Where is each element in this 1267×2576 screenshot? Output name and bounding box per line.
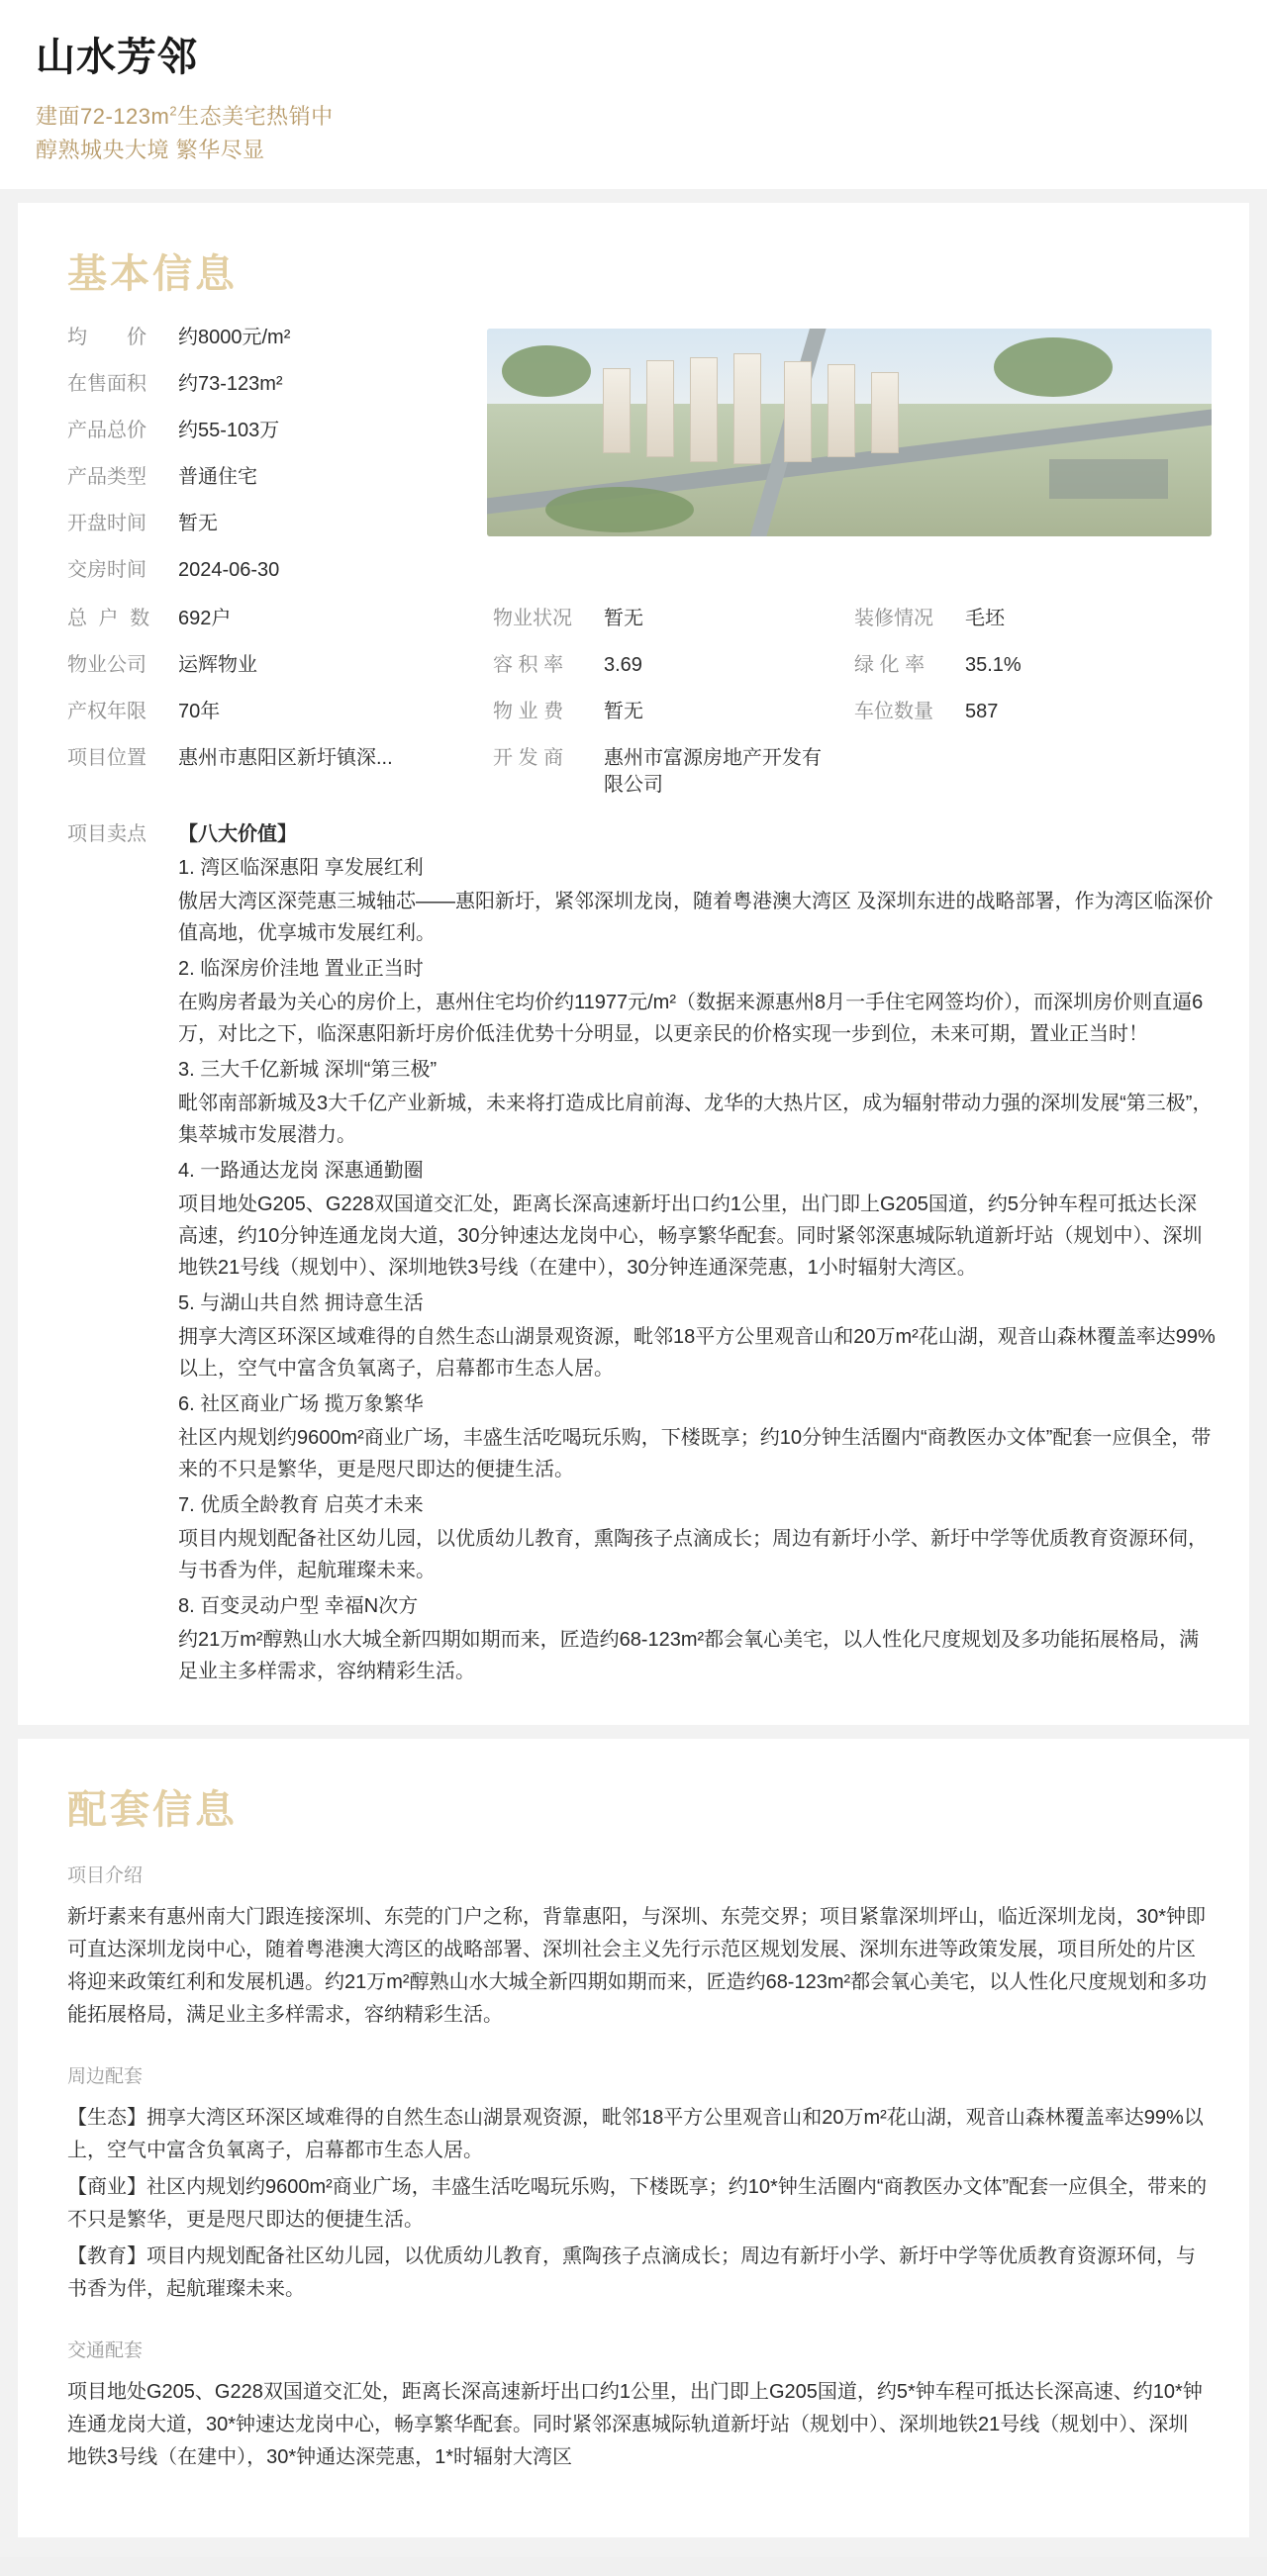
selling-point-head: 1. 湾区临深惠阳 享发展红利 xyxy=(178,857,424,880)
spec-row xyxy=(67,699,493,725)
selling-point-body: 在购房者最为关心的房价上，惠州住宅均价约11977元/m²（数据来源惠州8月一手住宅网签均价），而深圳房价则直逼6万，对比之下，临深惠阳新圩房价低洼优势十分明显，以更亲民的价格实现一步到位，未来可期，置业正当时！ xyxy=(178,992,1204,1046)
spec-label: 产品总价 xyxy=(67,420,146,442)
spec-row xyxy=(854,699,1202,725)
spec-value: 692户 xyxy=(178,608,232,630)
subtitle-area-text: 建面72-123m xyxy=(36,104,170,129)
selling-point-body: 项目内规划配备社区幼儿园，以优质幼儿教育，熏陶孩子点滴成长；周边有新圩小学、新圩中学等优质教育资源环伺，与书香为伴，起航璀璨未来。 xyxy=(178,1528,1208,1582)
spec-row xyxy=(67,652,493,679)
header-subtitle-line2: 醇熟城央大境 繁华尽显 xyxy=(36,138,265,163)
selling-point-body: 毗邻南部新城及3大千亿产业新城，未来将打造成比肩前海、龙华的大热片区，成为辐射带动力强的深圳发展“第三极”，集萃城市发展潜力。 xyxy=(178,1093,1213,1147)
basic-info-top xyxy=(51,325,1216,604)
spec-row xyxy=(67,557,477,584)
spec-label: 均 价 xyxy=(67,327,146,349)
selling-point-head: 7. 优质全龄教育 启英才未来 xyxy=(178,1494,424,1517)
spec-label: 物业状况 xyxy=(493,608,572,630)
render-greenery xyxy=(994,337,1113,397)
spec-column-2 xyxy=(493,606,854,818)
spec-label: 物业公司 xyxy=(67,654,146,677)
facility-label-surrounding: 周边配套 xyxy=(67,2066,144,2088)
spec-value: 35.1% xyxy=(965,654,1022,677)
spec-label: 产品类型 xyxy=(67,466,146,489)
facility-paragraph: 【教育】项目内规划配备社区幼儿园，以优质幼儿教育，熏陶孩子点滴成长；周边有新圩小学、新圩中学等优质教育资源环伺，与书香为伴，起航璀璨未来。 xyxy=(67,2245,1196,2301)
spec-label: 容 积 率 xyxy=(493,654,564,677)
render-tower xyxy=(871,372,899,453)
page-title: 山水芳邻 xyxy=(36,36,198,79)
facility-transport-text xyxy=(67,2376,1216,2474)
spec-row xyxy=(854,606,1202,632)
facility-info-card xyxy=(18,1739,1249,2537)
subtitle-area-suffix: 生态美宅热销中 xyxy=(177,104,334,129)
selling-points-body xyxy=(178,818,1216,1691)
facility-label-transport: 交通配套 xyxy=(67,2340,144,2362)
spec-label: 产权年限 xyxy=(67,701,146,723)
selling-point-head: 8. 百变灵动户型 幸福N次方 xyxy=(178,1595,419,1618)
spec-label: 物 业 费 xyxy=(493,701,564,723)
selling-point-body: 拥享大湾区环深区域难得的自然生态山湖景观资源，毗邻18平方公里观音山和20万m²花山湖，观音山森林覆盖率达99%以上，空气中富含负氧离子，启幕都市生态人居。 xyxy=(178,1326,1216,1381)
selling-point-body: 社区内规划约9600m²商业广场，丰盛生活吃喝玩乐购，下楼既享；约10分钟生活圈内“商教医办文体”配套一应俱全，带来的不只是繁华，更是咫尺即达的便捷生活。 xyxy=(178,1427,1212,1481)
spec-row xyxy=(493,652,840,679)
render-parking xyxy=(1049,459,1168,499)
spec-row xyxy=(67,325,477,351)
facility-paragraph: 【生态】拥享大湾区环深区域难得的自然生态山湖景观资源，毗邻18平方公里观音山和20万m²花山湖，观音山森林覆盖率达99%以上，空气中富含负氧离子，启幕都市生态人居。 xyxy=(67,2107,1204,2162)
spec-value: 3.69 xyxy=(604,654,642,677)
selling-point-head: 6. 社区商业广场 揽万象繁华 xyxy=(178,1393,424,1416)
spec-value: 运辉物业 xyxy=(178,654,257,677)
spec-label: 项目位置 xyxy=(67,747,146,770)
selling-point-head: 4. 一路通达龙岗 深惠通勤圈 xyxy=(178,1160,424,1183)
spec-row xyxy=(493,606,840,632)
spec-column-1 xyxy=(67,606,493,818)
spec-label: 交房时间 xyxy=(67,559,146,582)
basic-spec-left xyxy=(51,325,477,604)
render-tower xyxy=(690,357,718,462)
facility-surrounding-text xyxy=(67,2102,1216,2306)
selling-point-body: 约21万m²醇熟山水大城全新四期如期而来，匠造约68-123m²都会氧心美宅，以人性化尺度规划及多功能拓展格局，满足业主多样需求，容纳精彩生活。 xyxy=(178,1629,1200,1683)
spec-label: 绿 化 率 xyxy=(854,654,926,677)
project-render-image xyxy=(487,329,1216,536)
facility-info-title: 配套信息 xyxy=(67,1788,238,1833)
spec-row xyxy=(67,606,493,632)
basic-info-card xyxy=(18,203,1249,1725)
selling-points-label: 项目卖点 xyxy=(67,823,146,846)
spec-value: 暂无 xyxy=(178,513,218,535)
page-header xyxy=(0,0,1267,189)
spec-value: 约55-103万 xyxy=(178,420,280,442)
spec-value: 毛坯 xyxy=(965,608,1005,630)
aerial-render xyxy=(487,329,1212,536)
spec-label: 总 户 数 xyxy=(67,608,153,630)
spec-value: 约73-123m² xyxy=(178,373,283,396)
spec-label: 车位数量 xyxy=(854,701,933,723)
facility-intro-text xyxy=(67,1901,1216,2032)
spec-row xyxy=(493,745,840,799)
render-tower xyxy=(646,360,674,457)
spec-value: 暂无 xyxy=(604,701,643,723)
facility-paragraph: 【商业】社区内规划约9600m²商业广场，丰盛生活吃喝玩乐购，下楼既享；约10*钟生活圈内“商教医办文体”配套一应俱全，带来的不只是繁华，更是咫尺即达的便捷生活。 xyxy=(67,2176,1208,2232)
spec-row xyxy=(854,652,1202,679)
spec-row xyxy=(67,511,477,537)
render-greenery xyxy=(502,345,591,397)
spec-row xyxy=(493,699,840,725)
spec-label: 在售面积 xyxy=(67,373,146,396)
spec-value: 2024-06-30 xyxy=(178,559,280,582)
selling-point-body: 傲居大湾区深莞惠三城轴芯——惠阳新圩，紧邻深圳龙岗，随着粤港澳大湾区 及深圳东进的战略部署，作为湾区临深价值高地，优享城市发展红利。 xyxy=(178,891,1214,945)
selling-point-body: 项目地处G205、G228双国道交汇处，距离长深高速新圩出口约1公里，出门即上G205国道，约5分钟车程可抵达长深高速，约10分钟连通龙岗大道，30分钟速达龙岗中心，畅享繁华配套。同时紧邻深惠城际轨道新圩站（规划中）、深圳地铁21号线（规划中）、深圳地铁3号线（在建中），30分钟连通深莞惠，1小时辐射大湾区。 xyxy=(178,1193,1203,1280)
spec-row xyxy=(67,371,477,398)
spec-label: 开盘时间 xyxy=(67,513,146,535)
spec-value: 约8000元/m² xyxy=(178,327,291,349)
spec-label: 装修情况 xyxy=(854,608,933,630)
render-tower xyxy=(733,353,761,464)
selling-points-title: 【八大价值】 xyxy=(178,823,297,846)
spec-row xyxy=(67,418,477,444)
spec-value: 惠州市富源房地产开发有限公司 xyxy=(604,747,822,797)
facility-paragraph: 新圩素来有惠州南大门跟连接深圳、东莞的门户之称，背靠惠阳，与深圳、东莞交界；项目紧靠深圳坪山，临近深圳龙岗，30*钟即可直达深圳龙岗中心，随着粤港澳大湾区的战略部署、深圳社会主义先行示范区规划发展、深圳东进等政策发展，项目所处的片区将迎来政策红利和发展机遇。约21万m²醇熟山水大城全新四期如期而来，匠造约68-123m²都会氧心美宅，以人性化尺度规划和多功能拓展格局，满足业主多样需求，容纳精彩生活。 xyxy=(67,1906,1208,2027)
spec-value: 普通住宅 xyxy=(178,466,257,489)
selling-point-head: 2. 临深房价洼地 置业正当时 xyxy=(178,958,424,981)
selling-points-block xyxy=(51,818,1216,1691)
spec-row xyxy=(67,464,477,491)
facility-paragraph: 项目地处G205、G228双国道交汇处，距离长深高速新圩出口约1公里，出门即上G205国道，约5*钟车程可抵达长深高速、约10*钟连通龙岗大道，30*钟速达龙岗中心，畅享繁华配套。同时紧邻深惠城际轨道新圩站（规划中）、深圳地铁21号线（规划中）、深圳地铁3号线（在建中），30*钟通达深莞惠，1*时辐射大湾区 xyxy=(67,2381,1203,2469)
selling-point-head: 5. 与湖山共自然 拥诗意生活 xyxy=(178,1292,424,1315)
render-tower xyxy=(603,368,631,453)
basic-spec-grid xyxy=(51,606,1216,818)
spec-value: 587 xyxy=(965,701,999,723)
spec-value: 暂无 xyxy=(604,608,643,630)
facility-label-intro: 项目介绍 xyxy=(67,1865,144,1887)
subtitle-area-sup: 2 xyxy=(169,103,178,119)
spec-row xyxy=(67,745,493,772)
spec-value: 70年 xyxy=(178,701,221,723)
render-greenery xyxy=(545,487,694,532)
spec-label: 开 发 商 xyxy=(493,747,564,770)
spec-value: 惠州市惠阳区新圩镇深... xyxy=(178,747,393,770)
header-subtitle xyxy=(36,100,1231,167)
spec-column-3 xyxy=(854,606,1216,818)
render-tower xyxy=(784,361,812,462)
render-tower xyxy=(828,364,855,457)
selling-point-head: 3. 三大千亿新城 深圳“第三极” xyxy=(178,1059,438,1082)
basic-info-title: 基本信息 xyxy=(67,252,238,297)
header-subtitle-line1 xyxy=(36,100,1231,134)
